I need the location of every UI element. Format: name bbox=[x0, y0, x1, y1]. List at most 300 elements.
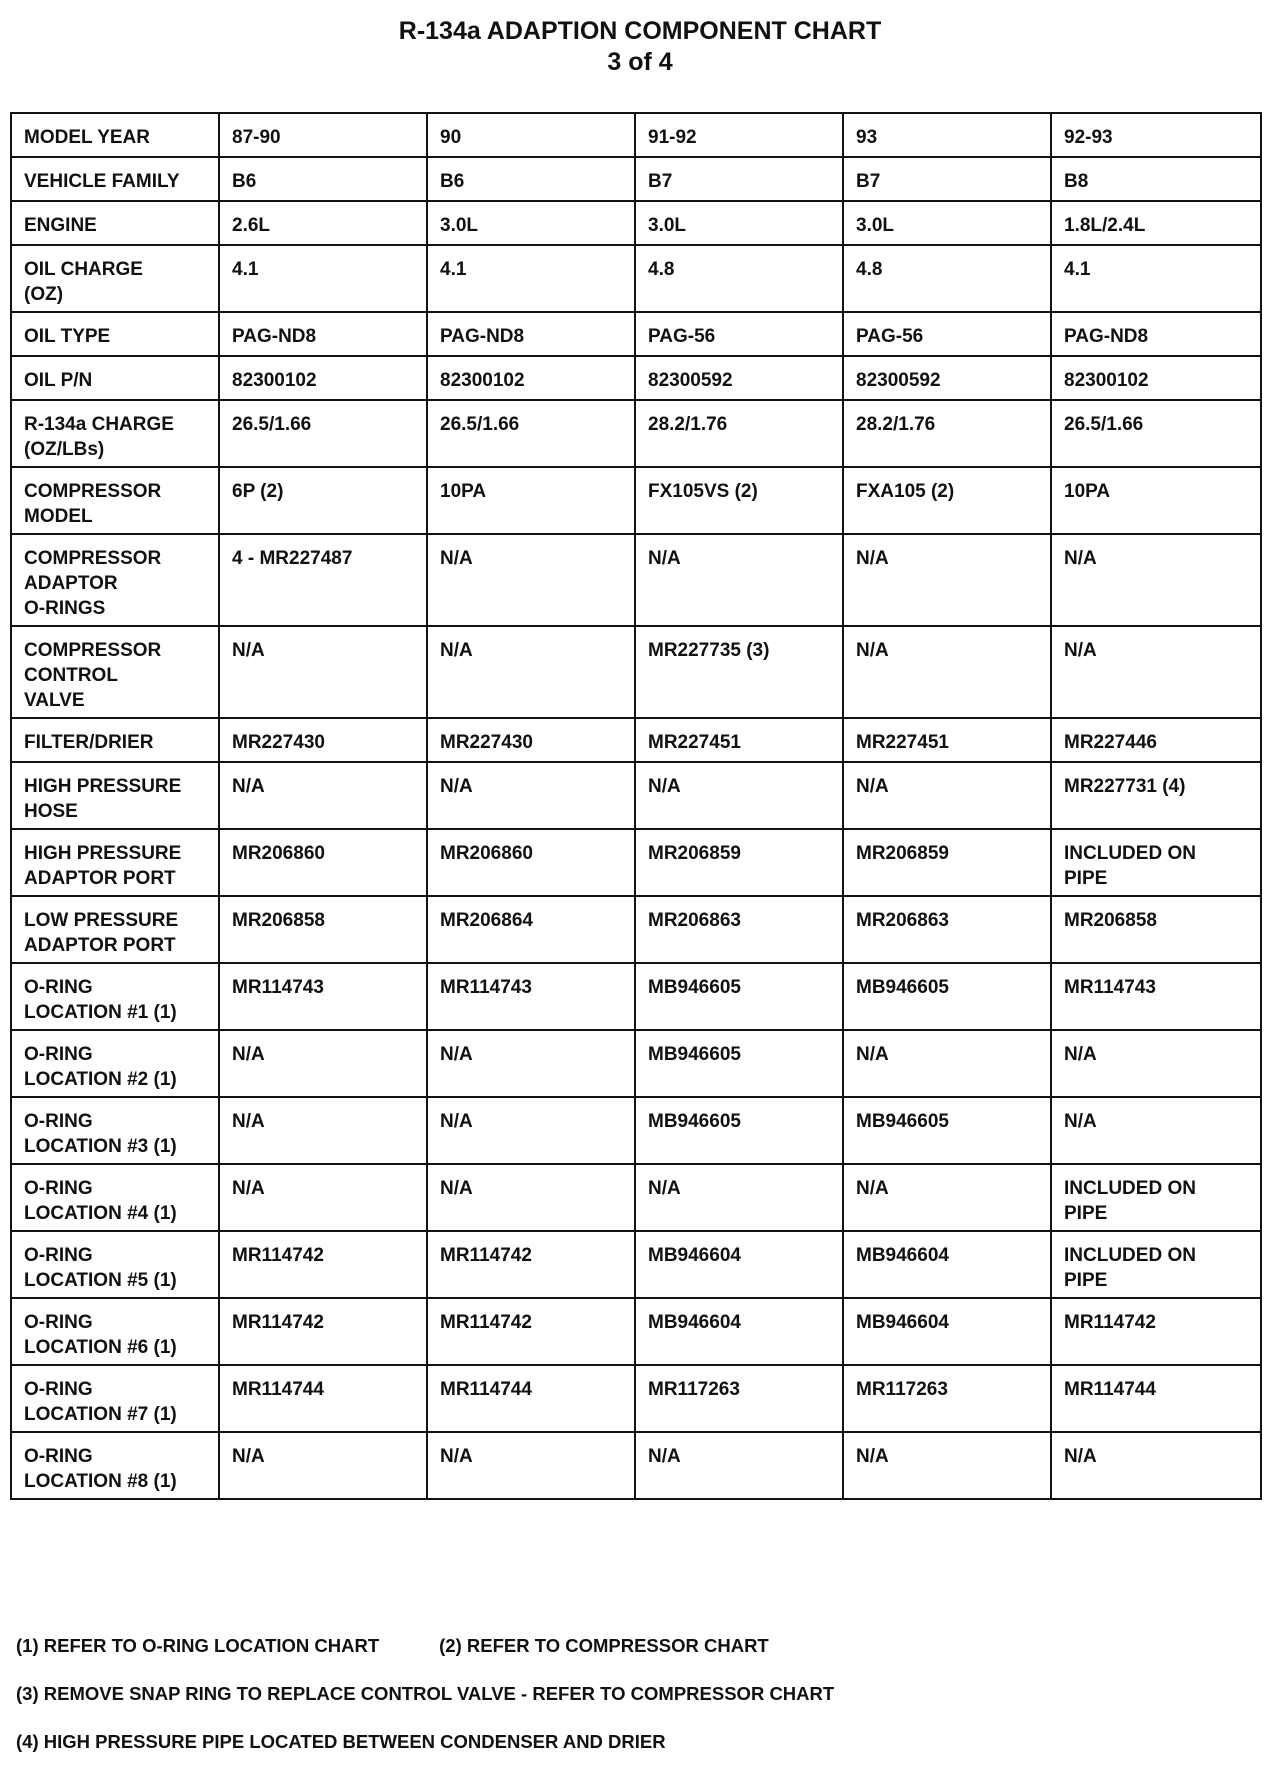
row-label-line: COMPRESSOR bbox=[24, 481, 162, 502]
cell-value-line: MR114742 bbox=[1064, 1312, 1156, 1333]
row-label bbox=[11, 1231, 219, 1298]
table-cell bbox=[427, 762, 635, 829]
table-cell bbox=[843, 1365, 1051, 1432]
table-cell bbox=[219, 626, 427, 718]
table-cell bbox=[843, 1030, 1051, 1097]
table-cell bbox=[219, 467, 427, 534]
table-cell bbox=[427, 1365, 635, 1432]
table-cell bbox=[427, 718, 635, 762]
table-cell bbox=[219, 762, 427, 829]
row-label-line: LOCATION #2 (1) bbox=[24, 1069, 177, 1090]
cell-value-line: MR114744 bbox=[1064, 1379, 1156, 1400]
table-cell bbox=[1051, 718, 1261, 762]
row-label-line: VEHICLE FAMILY bbox=[24, 171, 180, 192]
cell-value-line: B7 bbox=[648, 171, 673, 192]
cell-value-line: FXA105 (2) bbox=[856, 481, 955, 502]
cell-value-line: 28.2/1.76 bbox=[648, 414, 728, 435]
cell-value-line: MR114742 bbox=[232, 1312, 324, 1333]
table-cell bbox=[635, 1432, 843, 1499]
cell-value-line: 90 bbox=[440, 127, 462, 148]
cell-value-line: MB946604 bbox=[856, 1245, 949, 1266]
table-cell bbox=[843, 356, 1051, 400]
table-cell bbox=[843, 963, 1051, 1030]
cell-value-line: MR114743 bbox=[232, 977, 324, 998]
table-cell bbox=[219, 534, 427, 626]
cell-value-line: MR206863 bbox=[648, 910, 741, 931]
cell-value-line: MB946604 bbox=[648, 1312, 741, 1333]
row-label-line: ADAPTOR bbox=[24, 573, 118, 594]
cell-value-line: MR227735 (3) bbox=[648, 640, 770, 661]
cell-value-line: 26.5/1.66 bbox=[440, 414, 520, 435]
table-row bbox=[11, 312, 1261, 356]
table-cell bbox=[427, 245, 635, 312]
row-label-line: LOCATION #3 (1) bbox=[24, 1136, 177, 1157]
row-label-line: O-RINGS bbox=[24, 598, 106, 619]
table-row bbox=[11, 963, 1261, 1030]
row-label-line: LOW PRESSURE bbox=[24, 910, 179, 931]
table-cell bbox=[427, 113, 635, 157]
cell-value-line: 10PA bbox=[440, 481, 487, 502]
table-row bbox=[11, 467, 1261, 534]
table-cell bbox=[1051, 1231, 1261, 1298]
table-cell bbox=[1051, 400, 1261, 467]
table-cell bbox=[843, 829, 1051, 896]
cell-value-line: N/A bbox=[856, 548, 889, 569]
table-row bbox=[11, 400, 1261, 467]
table-cell bbox=[843, 157, 1051, 201]
cell-value-line: N/A bbox=[232, 1178, 265, 1199]
cell-value-line: B6 bbox=[232, 171, 257, 192]
cell-value-line: N/A bbox=[648, 1178, 681, 1199]
table-cell bbox=[1051, 963, 1261, 1030]
cell-value-line: PIPE bbox=[1064, 1203, 1108, 1224]
table-cell bbox=[635, 1231, 843, 1298]
row-label-line: O-RING bbox=[24, 1379, 93, 1400]
table-cell bbox=[219, 1231, 427, 1298]
cell-value-line: N/A bbox=[648, 1446, 681, 1467]
table-cell bbox=[1051, 896, 1261, 963]
cell-value-line: PAG-ND8 bbox=[232, 326, 317, 347]
table-cell bbox=[219, 201, 427, 245]
table-cell bbox=[1051, 201, 1261, 245]
row-label-line: O-RING bbox=[24, 977, 93, 998]
table-cell bbox=[843, 467, 1051, 534]
row-label-line: O-RING bbox=[24, 1178, 93, 1199]
table-cell bbox=[219, 1030, 427, 1097]
row-label-line: HIGH PRESSURE bbox=[24, 843, 182, 864]
cell-value-line: 4 - MR227487 bbox=[232, 548, 353, 569]
cell-value-line: MR206860 bbox=[440, 843, 533, 864]
cell-value-line: N/A bbox=[1064, 1044, 1097, 1065]
cell-value-line: MR227446 bbox=[1064, 732, 1157, 753]
cell-value-line: B8 bbox=[1064, 171, 1089, 192]
cell-value-line: MB946604 bbox=[856, 1312, 949, 1333]
cell-value-line: N/A bbox=[440, 640, 473, 661]
table-cell bbox=[427, 534, 635, 626]
cell-value-line: 4.8 bbox=[856, 259, 883, 280]
row-label bbox=[11, 626, 219, 718]
row-label-line: O-RING bbox=[24, 1245, 93, 1266]
cell-value-line: MR117263 bbox=[856, 1379, 948, 1400]
table-cell bbox=[219, 113, 427, 157]
row-label bbox=[11, 1030, 219, 1097]
row-label-line: LOCATION #1 (1) bbox=[24, 1002, 177, 1023]
footnote-2: (2) REFER TO COMPRESSOR CHART bbox=[439, 1635, 769, 1656]
table-cell bbox=[427, 201, 635, 245]
table-cell bbox=[843, 762, 1051, 829]
table-row bbox=[11, 201, 1261, 245]
table-row bbox=[11, 356, 1261, 400]
row-label-line: CONTROL bbox=[24, 665, 118, 686]
cell-value-line: MR114742 bbox=[232, 1245, 324, 1266]
cell-value-line: N/A bbox=[440, 1111, 473, 1132]
row-label-line: VALVE bbox=[24, 690, 85, 711]
table-cell bbox=[635, 1030, 843, 1097]
table-cell bbox=[219, 312, 427, 356]
row-label-line: MODEL YEAR bbox=[24, 127, 150, 148]
cell-value-line: N/A bbox=[856, 640, 889, 661]
table-row bbox=[11, 113, 1261, 157]
table-cell bbox=[427, 312, 635, 356]
row-label bbox=[11, 245, 219, 312]
row-label-line: ENGINE bbox=[24, 215, 97, 236]
cell-value-line: PAG-56 bbox=[648, 326, 716, 347]
row-label bbox=[11, 467, 219, 534]
cell-value-line: MR206864 bbox=[440, 910, 533, 931]
table-cell bbox=[635, 400, 843, 467]
component-table-body bbox=[11, 113, 1261, 1499]
cell-value-line: 3.0L bbox=[648, 215, 687, 236]
row-label bbox=[11, 718, 219, 762]
table-cell bbox=[1051, 1298, 1261, 1365]
table-row bbox=[11, 829, 1261, 896]
table-cell bbox=[219, 1298, 427, 1365]
table-row bbox=[11, 1231, 1261, 1298]
row-label-line: OIL TYPE bbox=[24, 326, 111, 347]
footnotes bbox=[16, 1634, 1266, 1778]
row-label-line: O-RING bbox=[24, 1111, 93, 1132]
cell-value-line: INCLUDED ON bbox=[1064, 843, 1196, 864]
table-cell bbox=[1051, 762, 1261, 829]
table-cell bbox=[1051, 1030, 1261, 1097]
cell-value-line: MR206859 bbox=[648, 843, 741, 864]
cell-value-line: N/A bbox=[1064, 640, 1097, 661]
table-cell bbox=[427, 1097, 635, 1164]
table-cell bbox=[1051, 245, 1261, 312]
cell-value-line: N/A bbox=[440, 776, 473, 797]
table-row bbox=[11, 762, 1261, 829]
row-label-line: LOCATION #5 (1) bbox=[24, 1270, 177, 1291]
table-cell bbox=[427, 157, 635, 201]
cell-value-line: MR206858 bbox=[232, 910, 325, 931]
table-cell bbox=[427, 467, 635, 534]
row-label-line: ADAPTOR PORT bbox=[24, 868, 176, 889]
footnote-row bbox=[16, 1634, 1266, 1682]
row-label-line: R-134a CHARGE bbox=[24, 414, 174, 435]
row-label bbox=[11, 312, 219, 356]
table-cell bbox=[1051, 1365, 1261, 1432]
table-cell bbox=[427, 400, 635, 467]
table-cell bbox=[635, 356, 843, 400]
row-label-line: HOSE bbox=[24, 801, 78, 822]
table-cell bbox=[427, 1432, 635, 1499]
cell-value-line: MR206860 bbox=[232, 843, 325, 864]
cell-value-line: MR227451 bbox=[856, 732, 949, 753]
table-cell bbox=[427, 356, 635, 400]
row-label-line: LOCATION #4 (1) bbox=[24, 1203, 177, 1224]
cell-value-line: MR206863 bbox=[856, 910, 949, 931]
row-label-line: HIGH PRESSURE bbox=[24, 776, 182, 797]
cell-value-line: MB946605 bbox=[856, 977, 949, 998]
cell-value-line: MR117263 bbox=[648, 1379, 740, 1400]
table-cell bbox=[635, 829, 843, 896]
row-label bbox=[11, 829, 219, 896]
cell-value-line: MR227430 bbox=[440, 732, 533, 753]
table-cell bbox=[635, 626, 843, 718]
table-row bbox=[11, 1097, 1261, 1164]
table-cell bbox=[843, 1432, 1051, 1499]
table-cell bbox=[635, 157, 843, 201]
cell-value-line: N/A bbox=[856, 1446, 889, 1467]
table-cell bbox=[843, 312, 1051, 356]
cell-value-line: 26.5/1.66 bbox=[1064, 414, 1144, 435]
table-cell bbox=[1051, 1432, 1261, 1499]
row-label-line: O-RING bbox=[24, 1312, 93, 1333]
cell-value-line: N/A bbox=[440, 1044, 473, 1065]
row-label bbox=[11, 1298, 219, 1365]
cell-value-line: 4.8 bbox=[648, 259, 675, 280]
cell-value-line: N/A bbox=[648, 548, 681, 569]
table-cell bbox=[427, 1231, 635, 1298]
table-cell bbox=[219, 400, 427, 467]
table-row bbox=[11, 718, 1261, 762]
cell-value-line: N/A bbox=[1064, 548, 1097, 569]
table-cell bbox=[843, 534, 1051, 626]
table-cell bbox=[843, 1231, 1051, 1298]
table-cell bbox=[843, 113, 1051, 157]
cell-value-line: PAG-56 bbox=[856, 326, 924, 347]
cell-value-line: MR114743 bbox=[440, 977, 532, 998]
table-cell bbox=[427, 1298, 635, 1365]
cell-value-line: INCLUDED ON bbox=[1064, 1178, 1196, 1199]
table-cell bbox=[1051, 534, 1261, 626]
table-row bbox=[11, 1432, 1261, 1499]
cell-value-line: 3.0L bbox=[856, 215, 895, 236]
row-label bbox=[11, 963, 219, 1030]
footnote-3: (3) REMOVE SNAP RING TO REPLACE CONTROL VALVE - REFER TO COMPRESSOR CHART bbox=[16, 1683, 835, 1704]
table-cell bbox=[427, 1164, 635, 1231]
row-label bbox=[11, 534, 219, 626]
table-cell bbox=[843, 245, 1051, 312]
cell-value-line: INCLUDED ON bbox=[1064, 1245, 1196, 1266]
row-label bbox=[11, 113, 219, 157]
row-label bbox=[11, 896, 219, 963]
table-cell bbox=[1051, 829, 1261, 896]
table-cell bbox=[635, 896, 843, 963]
cell-value-line: N/A bbox=[232, 1044, 265, 1065]
table-cell bbox=[635, 1365, 843, 1432]
table-cell bbox=[219, 245, 427, 312]
table-cell bbox=[1051, 113, 1261, 157]
table-cell bbox=[1051, 1164, 1261, 1231]
row-label bbox=[11, 201, 219, 245]
table-cell bbox=[843, 1298, 1051, 1365]
table-cell bbox=[635, 467, 843, 534]
cell-value-line: MR227451 bbox=[648, 732, 741, 753]
cell-value-line: N/A bbox=[856, 1178, 889, 1199]
table-cell bbox=[219, 718, 427, 762]
row-label-line: FILTER/DRIER bbox=[24, 732, 154, 753]
table-cell bbox=[219, 963, 427, 1030]
row-label bbox=[11, 1365, 219, 1432]
table-row bbox=[11, 534, 1261, 626]
cell-value-line: MB946605 bbox=[648, 1044, 741, 1065]
cell-value-line: N/A bbox=[1064, 1111, 1097, 1132]
table-cell bbox=[635, 963, 843, 1030]
table-cell bbox=[843, 400, 1051, 467]
cell-value-line: N/A bbox=[440, 1446, 473, 1467]
row-label-line: COMPRESSOR bbox=[24, 548, 162, 569]
table-cell bbox=[219, 1365, 427, 1432]
cell-value-line: MR227731 (4) bbox=[1064, 776, 1186, 797]
row-label bbox=[11, 157, 219, 201]
cell-value-line: N/A bbox=[232, 1446, 265, 1467]
cell-value-line: MR206858 bbox=[1064, 910, 1157, 931]
row-label-line: COMPRESSOR bbox=[24, 640, 162, 661]
cell-value-line: 82300102 bbox=[232, 370, 317, 391]
cell-value-line: 92-93 bbox=[1064, 127, 1113, 148]
cell-value-line: B6 bbox=[440, 171, 465, 192]
table-row bbox=[11, 1030, 1261, 1097]
row-label-line: OIL P/N bbox=[24, 370, 93, 391]
table-cell bbox=[843, 718, 1051, 762]
table-cell bbox=[427, 896, 635, 963]
table-row bbox=[11, 157, 1261, 201]
cell-value-line: N/A bbox=[1064, 1446, 1097, 1467]
cell-value-line: MB946605 bbox=[648, 1111, 741, 1132]
footnote-1: (1) REFER TO O-RING LOCATION CHART bbox=[16, 1635, 380, 1656]
footnote-4: (4) HIGH PRESSURE PIPE LOCATED BETWEEN CONDENSER AND DRIER bbox=[16, 1731, 666, 1752]
cell-value-line: N/A bbox=[232, 640, 265, 661]
table-cell bbox=[843, 201, 1051, 245]
cell-value-line: N/A bbox=[856, 1044, 889, 1065]
row-label bbox=[11, 1164, 219, 1231]
cell-value-line: 1.8L/2.4L bbox=[1064, 215, 1146, 236]
cell-value-line: 87-90 bbox=[232, 127, 281, 148]
cell-value-line: 4.1 bbox=[1064, 259, 1091, 280]
cell-value-line: N/A bbox=[440, 1178, 473, 1199]
cell-value-line: 4.1 bbox=[440, 259, 467, 280]
row-label-line: (OZ) bbox=[24, 284, 64, 305]
cell-value-line: N/A bbox=[232, 1111, 265, 1132]
table-cell bbox=[843, 1097, 1051, 1164]
table-cell bbox=[1051, 1097, 1261, 1164]
table-cell bbox=[635, 1298, 843, 1365]
table-row bbox=[11, 626, 1261, 718]
row-label bbox=[11, 356, 219, 400]
cell-value-line: 10PA bbox=[1064, 481, 1111, 502]
page-title: R-134a ADAPTION COMPONENT CHART bbox=[398, 17, 882, 45]
cell-value-line: 82300102 bbox=[1064, 370, 1149, 391]
table-cell bbox=[219, 157, 427, 201]
table-cell bbox=[635, 1097, 843, 1164]
page-number: 3 of 4 bbox=[607, 48, 673, 76]
cell-value-line: MR114744 bbox=[232, 1379, 324, 1400]
table-cell bbox=[635, 245, 843, 312]
row-label-line: (OZ/LBs) bbox=[24, 439, 105, 460]
row-label-line: ADAPTOR PORT bbox=[24, 935, 176, 956]
row-label-line: O-RING bbox=[24, 1446, 93, 1467]
component-table bbox=[10, 112, 1262, 1500]
row-label bbox=[11, 762, 219, 829]
table-cell bbox=[635, 312, 843, 356]
cell-value-line: 3.0L bbox=[440, 215, 479, 236]
table-cell bbox=[635, 718, 843, 762]
table-cell bbox=[1051, 157, 1261, 201]
table-cell bbox=[635, 201, 843, 245]
table-row bbox=[11, 1298, 1261, 1365]
table-cell bbox=[635, 762, 843, 829]
cell-value-line: MB946604 bbox=[648, 1245, 741, 1266]
table-row bbox=[11, 1365, 1261, 1432]
table-row bbox=[11, 896, 1261, 963]
table-row bbox=[11, 245, 1261, 312]
table-cell bbox=[843, 626, 1051, 718]
cell-value-line: 93 bbox=[856, 127, 878, 148]
table-cell bbox=[427, 829, 635, 896]
table-cell bbox=[1051, 312, 1261, 356]
table-cell bbox=[219, 1432, 427, 1499]
cell-value-line: N/A bbox=[440, 548, 473, 569]
cell-value-line: N/A bbox=[232, 776, 265, 797]
table-cell bbox=[219, 829, 427, 896]
cell-value-line: FX105VS (2) bbox=[648, 481, 758, 502]
row-label bbox=[11, 1097, 219, 1164]
table-cell bbox=[635, 534, 843, 626]
cell-value-line: MR114743 bbox=[1064, 977, 1156, 998]
cell-value-line: 91-92 bbox=[648, 127, 697, 148]
table-row bbox=[11, 1164, 1261, 1231]
cell-value-line: 4.1 bbox=[232, 259, 259, 280]
table-cell bbox=[427, 1030, 635, 1097]
cell-value-line: 82300592 bbox=[856, 370, 941, 391]
cell-value-line: MB946605 bbox=[648, 977, 741, 998]
row-label bbox=[11, 1432, 219, 1499]
row-label-line: MODEL bbox=[24, 506, 93, 527]
cell-value-line: N/A bbox=[648, 776, 681, 797]
table-cell bbox=[219, 1097, 427, 1164]
table-cell bbox=[843, 1164, 1051, 1231]
table-cell bbox=[635, 1164, 843, 1231]
cell-value-line: 82300102 bbox=[440, 370, 525, 391]
cell-value-line: PAG-ND8 bbox=[440, 326, 525, 347]
cell-value-line: 82300592 bbox=[648, 370, 733, 391]
chart-title-block bbox=[0, 16, 1280, 78]
cell-value-line: MR114742 bbox=[440, 1245, 532, 1266]
cell-value-line: PAG-ND8 bbox=[1064, 326, 1149, 347]
row-label-line: O-RING bbox=[24, 1044, 93, 1065]
cell-value-line: 6P (2) bbox=[232, 481, 284, 502]
cell-value-line: PIPE bbox=[1064, 868, 1108, 889]
cell-value-line: 28.2/1.76 bbox=[856, 414, 936, 435]
cell-value-line: 2.6L bbox=[232, 215, 271, 236]
cell-value-line: B7 bbox=[856, 171, 881, 192]
row-label-line: LOCATION #6 (1) bbox=[24, 1337, 177, 1358]
cell-value-line: MR227430 bbox=[232, 732, 325, 753]
cell-value-line: N/A bbox=[856, 776, 889, 797]
table-cell bbox=[219, 356, 427, 400]
table-cell bbox=[635, 113, 843, 157]
